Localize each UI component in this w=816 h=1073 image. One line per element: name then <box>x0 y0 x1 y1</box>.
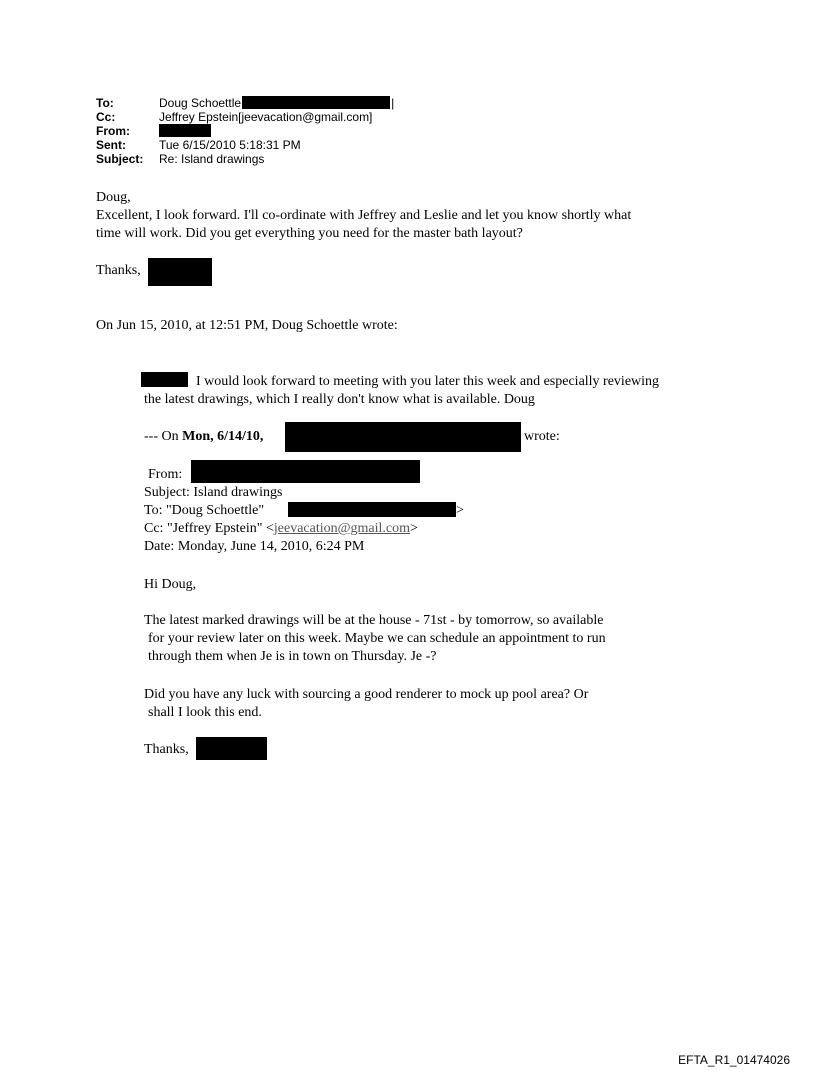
nested-cc-prefix: Cc: "Jeffrey Epstein" < <box>144 521 274 536</box>
from-label: From: <box>96 124 130 138</box>
document-id: EFTA_R1_01474026 <box>678 1053 790 1067</box>
cc-label: Cc: <box>96 110 116 124</box>
redaction-box <box>288 502 456 517</box>
email-link[interactable]: jeevacation@gmail.com <box>273 521 410 536</box>
original-signoff: Thanks, <box>144 742 189 757</box>
nested-from-label: From: <box>148 467 183 482</box>
reply-signoff <box>96 262 141 280</box>
original-para1-line1: The latest marked drawings will be at the house - 71st - by tomorrow, so available <box>144 613 604 628</box>
to-row <box>96 96 394 110</box>
subject-row <box>96 152 394 166</box>
redaction-box <box>148 258 212 286</box>
original-para2-line1: Did you have any luck with sourcing a good renderer to mock up pool area? Or <box>144 687 589 702</box>
reply-greeting: Doug, <box>96 190 131 205</box>
to-bracket: | <box>391 96 395 110</box>
nested-subject: Subject: Island drawings <box>144 485 283 500</box>
signoff-text: Thanks, <box>96 263 141 278</box>
reply-line-1: Excellent, I look forward. I'll co-ordinate with Jeffrey and Leslie and let you know shortly what <box>96 208 632 223</box>
doug-line-2: the latest drawings, which I really don't know what is available. Doug <box>144 392 535 407</box>
sent-value: Tue 6/15/2010 5:18:31 PM <box>159 138 301 152</box>
redaction-box <box>242 96 390 109</box>
nested-intro-prefix: --- On <box>144 429 183 444</box>
original-para1-line2: for your review later on this week. Maybe we can schedule an appointment to run <box>148 631 606 646</box>
nested-to: To: "Doug Schoettle" <box>144 503 265 518</box>
sent-row <box>96 138 394 152</box>
subject-value: Re: Island drawings <box>159 152 265 166</box>
nested-cc-suffix: > <box>410 521 418 536</box>
to-label: To: <box>96 96 114 110</box>
nested-intro-date: Mon, 6/14/10, <box>182 429 264 444</box>
nested-intro-suffix: wrote: <box>524 429 560 444</box>
doug-line-1: I would look forward to meeting with you later this week and especially reviewing <box>196 374 660 389</box>
cc-row <box>96 110 394 124</box>
quote-intro: On Jun 15, 2010, at 12:51 PM, Doug Schoettle wrote: <box>96 318 398 333</box>
email-header <box>96 96 394 166</box>
redaction-box <box>191 460 420 483</box>
nested-intro <box>144 428 263 446</box>
nested-date: Date: Monday, June 14, 2010, 6:24 PM <box>144 539 365 554</box>
nested-to-suffix: > <box>456 503 464 518</box>
subject-label: Subject: <box>96 152 144 166</box>
original-para2-line2: shall I look this end. <box>148 705 262 720</box>
original-greeting: Hi Doug, <box>144 577 197 592</box>
redaction-box <box>196 737 267 760</box>
to-value: Doug Schoettle <box>159 96 242 110</box>
from-row <box>96 124 394 138</box>
nested-cc <box>144 520 418 538</box>
sent-label: Sent: <box>96 138 126 152</box>
reply-line-2: time will work. Did you get everything you need for the master bath layout? <box>96 226 523 241</box>
cc-value: Jeffrey Epstein[jeevacation@gmail.com] <box>159 110 373 124</box>
original-para1-line3: through them when Je is in town on Thursday. Je -? <box>148 649 437 664</box>
redaction-box <box>141 372 188 387</box>
redaction-box <box>159 124 211 137</box>
redaction-box <box>285 422 521 452</box>
